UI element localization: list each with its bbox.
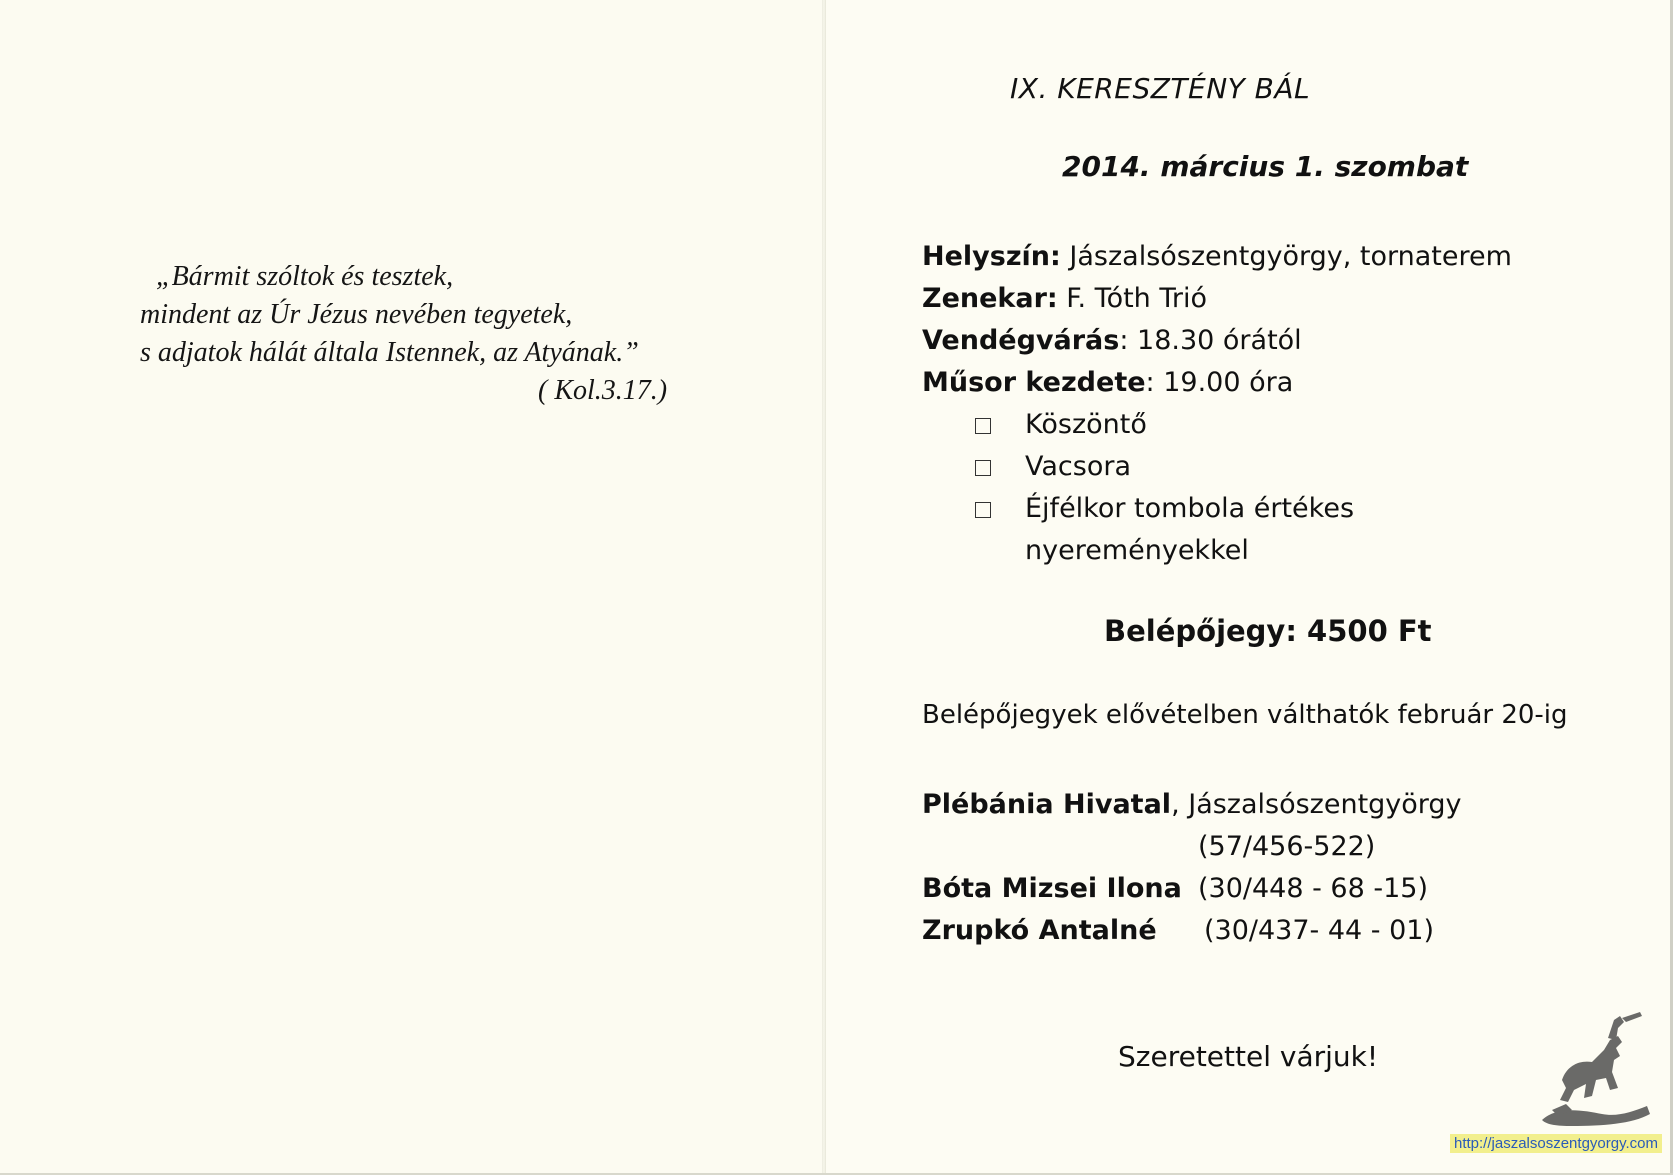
program-item-label: Éjfélkor tombola értékes <box>1025 493 1355 524</box>
detail-value: Jászalsószentgyörgy, tornaterem <box>1060 241 1512 272</box>
detail-label: Helyszín: <box>922 241 1061 272</box>
ticket-price: Belépőjegy: 4500 Ft <box>1104 614 1432 648</box>
horse-rider-icon <box>1522 1010 1657 1135</box>
contact-list <box>922 784 1462 952</box>
detail-value: : 19.00 óra <box>1145 367 1294 398</box>
closing-greeting: Szeretettel várjuk! <box>1118 1040 1379 1073</box>
contact-detail: , Jászalsószentgyörgy <box>1171 789 1462 820</box>
quote-line-3: s adjatok hálát általa Istennek, az Atyának.” <box>140 337 639 368</box>
checkbox-icon <box>975 460 991 476</box>
program-item-continuation: nyereményekkel <box>1025 535 1249 566</box>
event-date: 2014. március 1. szombat <box>1062 150 1469 183</box>
contact-name: Plébánia Hivatal <box>922 789 1172 820</box>
contact-parish-office <box>922 784 1462 826</box>
checkbox-icon <box>975 502 991 518</box>
contact-phone: (57/456-522) <box>1198 831 1376 862</box>
checkbox-icon <box>975 418 991 434</box>
contact-zrupko <box>922 910 1462 952</box>
quote-line-2: mindent az Úr Jézus nevében tegyetek, <box>140 299 573 330</box>
program-item-label: Köszöntő <box>1025 409 1147 440</box>
program-item-label: Vacsora <box>1025 451 1131 482</box>
detail-label: Vendégvárás <box>922 325 1120 356</box>
detail-arrival <box>922 320 1512 362</box>
presale-note: Belépőjegyek elővételben válthatók február 20-ig <box>922 700 1568 730</box>
contact-bota <box>922 868 1462 910</box>
event-details <box>922 236 1512 404</box>
left-page <box>0 0 822 1175</box>
contact-name: Bóta Mizsei Ilona <box>922 873 1182 904</box>
contact-phone: (30/437- 44 - 01) <box>1204 915 1435 946</box>
detail-value: F. Tóth Trió <box>1057 283 1208 314</box>
quote-reference: ( Kol.3.17.) <box>538 375 668 406</box>
detail-program-start <box>922 362 1512 404</box>
list-item <box>975 488 1354 530</box>
detail-value: : 18.30 órától <box>1119 325 1302 356</box>
detail-location <box>922 236 1512 278</box>
detail-label: Zenekar: <box>922 283 1058 314</box>
event-title: IX. KERESZTÉNY BÁL <box>1010 72 1311 105</box>
list-item <box>975 404 1354 446</box>
bible-quote <box>140 258 700 410</box>
program-list <box>975 404 1354 572</box>
contact-parish-phone <box>922 826 1462 868</box>
list-item <box>975 446 1354 488</box>
contact-phone: (30/448 - 68 -15) <box>1198 873 1429 904</box>
contact-name: Zrupkó Antalné <box>922 915 1157 946</box>
watermark-url: http://jaszalsoszentgyorgy.com <box>1450 1134 1662 1153</box>
detail-band <box>922 278 1512 320</box>
detail-label: Műsor kezdete <box>922 367 1146 398</box>
quote-line-1: „Bármit szóltok és tesztek, <box>156 261 454 292</box>
